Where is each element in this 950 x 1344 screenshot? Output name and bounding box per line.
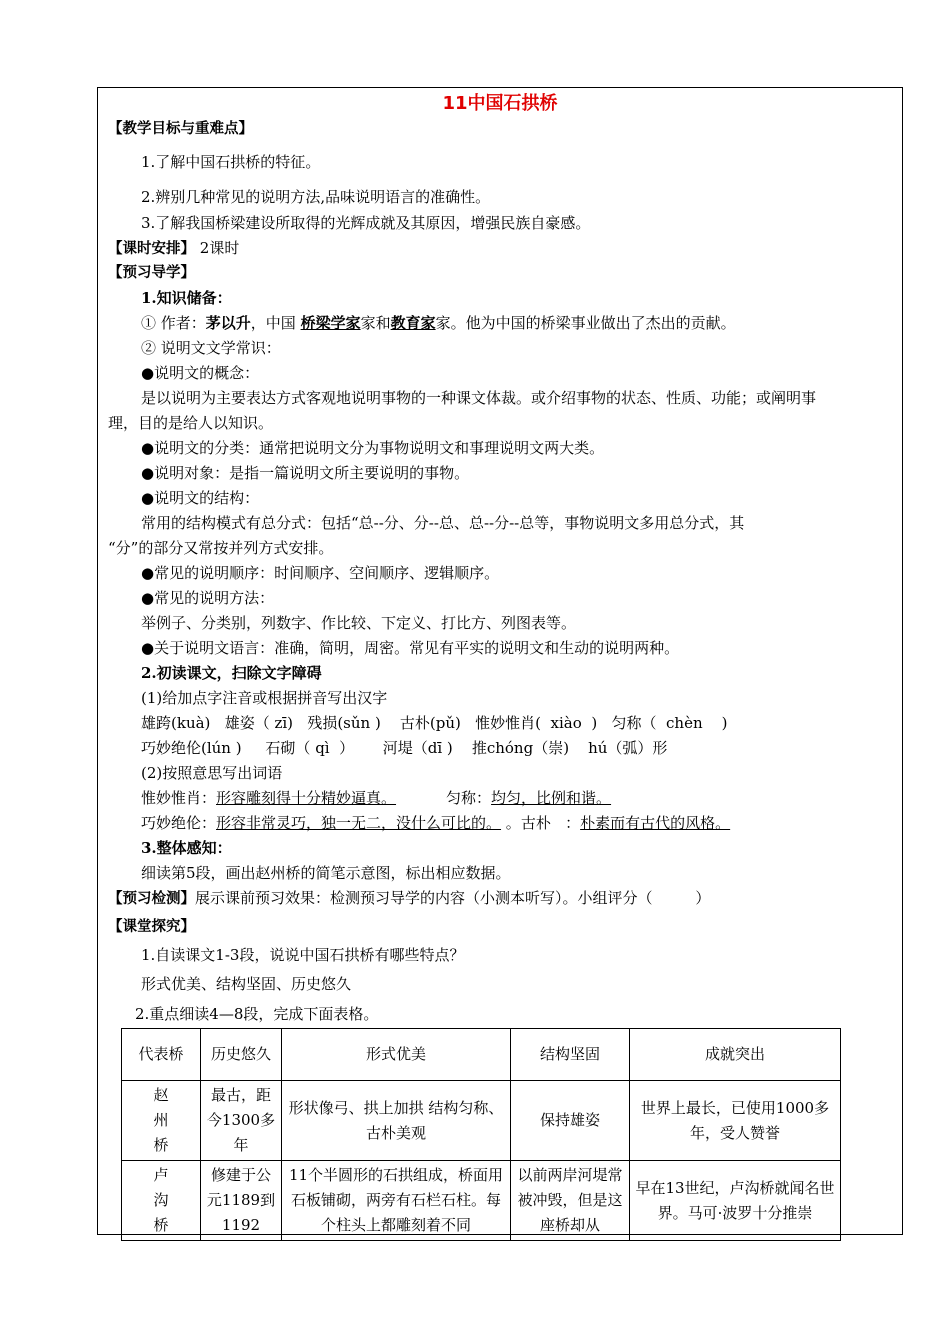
author-name: 茅以升 bbox=[205, 314, 251, 332]
question-2: (2)按照意思写出词语 bbox=[141, 764, 283, 782]
time-line bbox=[108, 237, 239, 260]
whole-task: 细读第5段，画出赵州桥的简笔示意图，标出相应数据。 bbox=[141, 864, 511, 882]
cell-text: 赵州桥 bbox=[153, 1086, 169, 1154]
whole-heading: 3.整体感知： bbox=[141, 839, 232, 857]
goal-2: 2.辨别几种常见的说明方法,品味说明语言的准确性。 bbox=[141, 188, 491, 206]
author-prefix: ① 作者： bbox=[141, 314, 206, 332]
concept-heading: ●说明文的概念： bbox=[141, 364, 260, 382]
read-heading: 2.初读课文，扫除文字障碍 bbox=[141, 664, 322, 682]
table-header-row bbox=[122, 1029, 841, 1081]
table-header-cell: 形式优美 bbox=[282, 1029, 511, 1081]
author-line bbox=[141, 312, 736, 334]
word-3-def: 形容非常灵巧，独一无二，没什么可比的。 bbox=[216, 814, 502, 832]
table-header-cell: 结构坚固 bbox=[511, 1029, 630, 1081]
method: 举例子、分类别，列数字、作比较、下定义、打比方、列图表等。 bbox=[141, 614, 577, 632]
knowledge-heading: 1.知识储备： bbox=[141, 289, 232, 307]
word-line-2: 巧妙绝伦：形容非常灵巧，独一无二，没什么可比的。 。古朴 ：朴素而有古代的风格。 bbox=[141, 814, 731, 832]
cell-text: 卢沟桥 bbox=[153, 1166, 169, 1234]
check-line bbox=[108, 887, 710, 910]
explore-1-answer: 形式优美、结构坚固、历史悠久 bbox=[141, 975, 352, 993]
section-preview: 【预习导学】 bbox=[108, 265, 195, 281]
word-4-label: 古朴 ： bbox=[520, 814, 581, 832]
explore-1: 1.自读课文1-3段，说说中国石拱桥有哪些特点？ bbox=[141, 946, 465, 964]
author-title1: 桥梁学家 bbox=[300, 314, 361, 332]
language: ●关于说明文语言：准确，简明，周密。常见有平实的说明文和生动的说明两种。 bbox=[141, 639, 680, 657]
table-cell: 以前两岸河堤常被冲毁，但是这座桥却从 bbox=[511, 1161, 630, 1241]
goal-1: 1.了解中国石拱桥的特征。 bbox=[141, 153, 321, 171]
author-post: 家。他为中国的桥梁事业做出了杰出的贡献。 bbox=[435, 314, 736, 332]
word-1-label: 惟妙惟肖： bbox=[141, 789, 217, 807]
word-4-def: 朴素而有古代的风格。 bbox=[580, 814, 731, 832]
table-cell: 最古，距今1300多年 bbox=[201, 1081, 282, 1161]
concept-line-1: 是以说明为主要表达方式客观地说明事物的一种课文体裁。或介绍事物的状态、性质、功能；或阐明事 bbox=[141, 389, 817, 407]
object: ●说明对象：是指一篇说明文所主要说明的事物。 bbox=[141, 464, 470, 482]
table-row bbox=[122, 1081, 841, 1161]
classify: ●说明文的分类：通常把说明文分为事物说明文和事理说明文两大类。 bbox=[141, 439, 605, 457]
time-value: 2课时 bbox=[199, 239, 240, 257]
page-title: 11中国石拱桥 bbox=[442, 93, 558, 114]
pinyin-line-1: 雄跨(kuà) 雄姿（ zī) 残损(sǔn ) 古朴(pǔ) 惟妙惟肖( xiào ) 匀称（ chèn ) bbox=[141, 714, 728, 732]
table-cell: 形状像弓、拱上加拱 结构匀称、古朴美观 bbox=[282, 1081, 511, 1161]
structure-line-1: 常用的结构模式有总分式：包括“总--分、分--总、总--分--总等，事物说明文多用总分式，其 bbox=[141, 514, 745, 532]
table-cell: 11个半圆形的石拱组成，桥面用石板铺砌，两旁有石栏石柱。每个柱头上都雕刻着不同 bbox=[282, 1161, 511, 1241]
structure-line-2: “分”的部分又常按并列方式安排。 bbox=[108, 539, 334, 557]
section-check: 【预习检测】 bbox=[108, 891, 195, 907]
question-1: (1)给加点字注音或根据拼音写出汉字 bbox=[141, 689, 388, 707]
section-goals: 【教学目标与重难点】 bbox=[108, 121, 253, 137]
method-heading: ●常见的说明方法： bbox=[141, 589, 275, 607]
table-header-cell: 成就突出 bbox=[630, 1029, 841, 1081]
knowledge-2: ② 说明文文学常识： bbox=[141, 339, 281, 357]
table-cell bbox=[122, 1081, 201, 1161]
table-header-cell: 历史悠久 bbox=[201, 1029, 282, 1081]
table-cell: 早在13世纪，卢沟桥就闻名世界。马可·波罗十分推崇 bbox=[630, 1161, 841, 1241]
author-mid2: 家和 bbox=[360, 314, 391, 332]
page-frame bbox=[97, 87, 903, 1235]
word-2-label: 匀称： bbox=[446, 789, 492, 807]
author-title2: 教育家 bbox=[390, 314, 436, 332]
bridge-table bbox=[121, 1028, 841, 1241]
goal-3: 3.了解我国桥梁建设所取得的光辉成就及其原因，增强民族自豪感。 bbox=[141, 214, 591, 232]
concept-line-2: 理，目的是给人以知识。 bbox=[108, 414, 274, 432]
word-line-1 bbox=[141, 787, 611, 809]
word-1-def: 形容雕刻得十分精妙逼真。 bbox=[216, 789, 397, 807]
structure-heading: ●说明文的结构： bbox=[141, 489, 260, 507]
table-cell bbox=[122, 1161, 201, 1241]
table-header-cell: 代表桥 bbox=[122, 1029, 201, 1081]
section-time: 【课时安排】 bbox=[108, 241, 195, 257]
pinyin-line-2: 巧妙绝伦(lún ) 石砌（ qì ） 河堤（dī ) 推chóng（崇) hú（弧）形 bbox=[141, 739, 668, 757]
order: ●常见的说明顺序：时间顺序、空间顺序、逻辑顺序。 bbox=[141, 564, 500, 582]
author-mid1: ，中国 bbox=[250, 314, 301, 332]
table-cell: 保持雄姿 bbox=[511, 1081, 630, 1161]
table-cell: 修建于公元1189到1192 bbox=[201, 1161, 282, 1241]
table-cell: 世界上最长，已使用1000多年，受人赞誉 bbox=[630, 1081, 841, 1161]
explore-2: 2.重点细读4—8段，完成下面表格。 bbox=[135, 1005, 379, 1023]
check-text: 展示课前预习效果：检测预习导学的内容（小测本听写）。小组评分（ ） bbox=[195, 889, 711, 907]
section-explore: 【课堂探究】 bbox=[108, 919, 195, 935]
word-3-label: 巧妙绝伦： bbox=[141, 814, 217, 832]
table-row bbox=[122, 1161, 841, 1241]
word-2-def: 均匀，比例和谐。 bbox=[491, 789, 612, 807]
